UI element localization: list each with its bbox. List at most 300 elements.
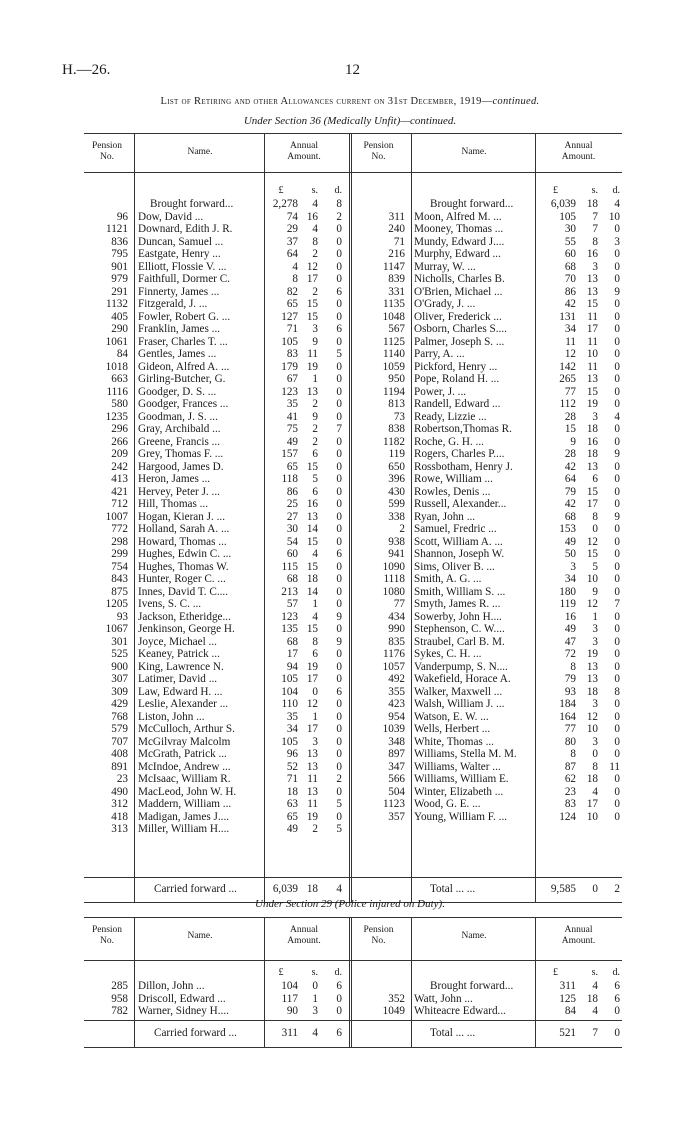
pensioner-name: Oliver, Frederick ... xyxy=(414,310,502,323)
right-header-pension-no xyxy=(352,141,405,163)
left-header-amount xyxy=(264,925,344,947)
pensioner-name: Ready, Lizzie ... xyxy=(414,410,487,423)
amount-pounds: 135 xyxy=(281,623,298,635)
amount-shillings: 11 xyxy=(307,773,318,785)
amount-pence: 4 xyxy=(614,198,620,210)
pension-number: 490 xyxy=(111,785,128,798)
left-header-pension-no xyxy=(86,925,128,947)
amount-pounds: 311 xyxy=(281,1027,298,1039)
amount-pounds: 311 xyxy=(559,980,576,992)
amount-pence: 0 xyxy=(614,460,620,473)
amount-shillings: 13 xyxy=(586,285,598,298)
pensioner-name: Goodger, Frances ... xyxy=(138,398,229,410)
amount-pounds: 213 xyxy=(281,585,298,598)
pensioner-name: Greene, Francis ... xyxy=(138,435,221,448)
amount-shillings: 9 xyxy=(312,410,318,423)
pension-number: 309 xyxy=(111,685,128,698)
amount-pence: 0 xyxy=(614,485,620,498)
amount-shillings: 1 xyxy=(312,598,318,610)
pound-unit: £ xyxy=(278,967,284,978)
pension-number: 891 xyxy=(111,760,128,773)
amount-pence: 0 xyxy=(614,260,620,273)
pound-unit: £ xyxy=(553,185,558,196)
pensioner-name: Gideon, Alfred A. ... xyxy=(138,360,230,373)
shilling-unit: s. xyxy=(591,185,598,196)
pension-number: 1176 xyxy=(383,648,405,660)
amount-pounds: 110 xyxy=(281,698,298,710)
header-annual-label: Annual xyxy=(564,141,593,151)
pensioner-name: Gentles, James ... xyxy=(138,348,217,360)
pension-number: 1049 xyxy=(382,1005,405,1017)
pensioner-name: Maddern, William ... xyxy=(138,798,232,810)
amount-pence: 0 xyxy=(336,992,342,1005)
left-header-name: Name. xyxy=(187,931,213,941)
table-row xyxy=(0,336,700,349)
amount-pounds: 77 xyxy=(564,385,576,398)
header-annual-label: Annual xyxy=(564,925,593,935)
pension-number: 843 xyxy=(111,573,128,585)
amount-pence: 0 xyxy=(336,560,342,573)
amount-shillings: 8 xyxy=(592,760,598,773)
amount-shillings: 18 xyxy=(586,198,598,210)
amount-shillings: 16 xyxy=(586,435,598,448)
amount-pence: 0 xyxy=(336,498,342,510)
amount-pounds: 2,278 xyxy=(272,198,298,210)
pension-number: 312 xyxy=(111,798,128,810)
amount-pounds: 6,039 xyxy=(550,198,576,210)
amount-pounds: 8 xyxy=(570,748,576,760)
amount-pounds: 68 xyxy=(564,510,576,523)
table-row xyxy=(0,436,700,449)
amount-pounds: 521 xyxy=(559,1027,576,1039)
pension-number: 950 xyxy=(388,373,405,385)
pension-number: 429 xyxy=(111,698,128,710)
amount-pence: 0 xyxy=(614,535,620,548)
amount-pounds: 118 xyxy=(281,473,298,485)
amount-pence: 0 xyxy=(614,248,620,260)
amount-pounds: 3 xyxy=(570,560,576,573)
amount-pounds: 87 xyxy=(564,760,576,773)
amount-pounds: 34 xyxy=(286,723,298,735)
pension-number: 338 xyxy=(388,510,405,523)
table-row xyxy=(0,673,700,686)
amount-pounds: 57 xyxy=(286,598,298,610)
table-row xyxy=(0,361,700,374)
amount-pence: 0 xyxy=(336,698,342,710)
amount-pence: 0 xyxy=(336,810,342,823)
pensioner-name: Walker, Maxwell ... xyxy=(414,685,503,698)
section1-subtitle: Under Section 36 (Medically Unfit)—continued. xyxy=(243,115,457,127)
pension-number: 525 xyxy=(111,648,128,660)
amount-shillings: 5 xyxy=(592,560,598,573)
pension-number: 813 xyxy=(388,398,405,410)
amount-shillings: 2 xyxy=(312,248,318,260)
amount-pounds: 70 xyxy=(564,273,576,285)
amount-shillings: 3 xyxy=(312,1005,318,1017)
pensioner-name: Holland, Sarah A. ... xyxy=(138,523,230,535)
header-no-label: No. xyxy=(371,152,386,162)
pensioner-name: Rossbotham, Henry J. xyxy=(414,460,513,473)
amount-shillings: 15 xyxy=(306,460,318,473)
pensioner-name: Hervey, Peter J. ... xyxy=(138,485,220,498)
pension-number: 291 xyxy=(111,285,128,298)
amount-pence: 0 xyxy=(336,710,342,723)
pensioner-name: McCulloch, Arthur S. xyxy=(138,723,235,735)
table-row xyxy=(0,461,700,474)
amount-pence: 6 xyxy=(336,548,342,560)
pension-number: 296 xyxy=(111,423,128,435)
amount-pounds: 115 xyxy=(281,560,298,573)
amount-shillings: 7 xyxy=(592,223,598,235)
amount-pounds: 67 xyxy=(286,373,298,385)
pension-number: 1182 xyxy=(383,435,405,448)
amount-pounds: 47 xyxy=(564,635,576,648)
table-row xyxy=(0,698,700,711)
brought-forward-row xyxy=(0,980,700,993)
pensioner-name: Driscoll, Edward ... xyxy=(138,992,226,1005)
table-row xyxy=(0,611,700,624)
pension-number: 2 xyxy=(399,523,405,535)
header-amount-label: Amount. xyxy=(287,936,321,946)
pension-number: 1080 xyxy=(382,585,405,598)
pensioner-name: Pickford, Henry ... xyxy=(414,360,498,373)
pensioner-name: Brought forward... xyxy=(150,198,234,210)
shilling-unit: s. xyxy=(311,967,318,978)
pension-number: 990 xyxy=(388,623,405,635)
amount-pounds: 127 xyxy=(281,310,298,323)
amount-pence: 0 xyxy=(336,785,342,798)
table-row xyxy=(0,761,700,774)
pensioner-name: Osborn, Charles S.... xyxy=(414,323,507,335)
pensioner-name: Dillon, John ... xyxy=(138,980,205,992)
amount-pence: 0 xyxy=(614,398,620,410)
amount-pounds: 90 xyxy=(286,1005,298,1017)
pensioner-name: Randell, Edward ... xyxy=(414,398,501,410)
amount-shillings: 10 xyxy=(586,810,598,823)
amount-pounds: 30 xyxy=(564,223,576,235)
amount-pence: 0 xyxy=(614,723,620,735)
amount-pounds: 63 xyxy=(286,798,298,810)
table-row xyxy=(0,636,700,649)
amount-pounds: 125 xyxy=(559,992,576,1005)
amount-pence: 2 xyxy=(336,210,342,223)
amount-pence: 0 xyxy=(614,673,620,685)
amount-pence: 0 xyxy=(614,710,620,723)
amount-pounds: 9,585 xyxy=(550,883,576,895)
amount-pence: 0 xyxy=(336,523,342,535)
header-annual-label: Annual xyxy=(290,925,318,935)
pension-number: 301 xyxy=(111,635,128,648)
table-row xyxy=(0,473,700,486)
table-row xyxy=(0,248,700,261)
right-header-pension-no xyxy=(352,925,405,947)
pension-number: 1057 xyxy=(382,660,405,673)
amount-shillings: 16 xyxy=(586,248,598,260)
amount-shillings: 10 xyxy=(586,723,598,735)
amount-pounds: 28 xyxy=(564,448,576,460)
pension-number: 938 xyxy=(388,535,405,548)
amount-shillings: 19 xyxy=(306,360,318,373)
left-header-amount xyxy=(264,141,344,163)
amount-pence: 0 xyxy=(336,648,342,660)
amount-shillings: 3 xyxy=(592,260,598,273)
pensioner-name: Heron, James ... xyxy=(138,473,211,485)
amount-pounds: 74 xyxy=(286,210,298,223)
pension-number: 1135 xyxy=(383,298,405,310)
amount-pence: 4 xyxy=(336,883,342,895)
amount-pence: 7 xyxy=(336,423,342,435)
amount-pence: 9 xyxy=(614,510,620,523)
pension-number: 1235 xyxy=(105,410,128,423)
pension-number: 580 xyxy=(111,398,128,410)
amount-pounds: 62 xyxy=(564,773,576,785)
pensioner-name: Smith, William S. ... xyxy=(414,585,506,598)
amount-pence: 9 xyxy=(336,610,342,623)
pension-number: 84 xyxy=(116,348,128,360)
amount-pence: 5 xyxy=(336,348,342,360)
amount-shillings: 1 xyxy=(312,992,318,1005)
amount-pence: 0 xyxy=(614,560,620,573)
pensioner-name: Nicholls, Charles B. xyxy=(414,273,505,285)
amount-shillings: 8 xyxy=(312,635,318,648)
right-header-amount xyxy=(535,141,622,163)
pension-number: 434 xyxy=(388,610,405,623)
pension-number: 418 xyxy=(111,810,128,823)
pensioner-name: Innes, David T. C.... xyxy=(138,585,229,598)
amount-pence: 6 xyxy=(336,323,342,335)
pension-number: 1140 xyxy=(383,348,405,360)
amount-shillings: 0 xyxy=(592,748,598,760)
amount-pence: 0 xyxy=(336,735,342,748)
amount-pounds: 8 xyxy=(570,660,576,673)
amount-pence: 0 xyxy=(336,623,342,635)
amount-pounds: 131 xyxy=(559,310,576,323)
pensioner-name: Williams, Stella M. M. xyxy=(414,748,517,760)
pension-number: 1039 xyxy=(382,723,405,735)
amount-pounds: 34 xyxy=(564,323,576,335)
amount-pounds: 153 xyxy=(559,523,576,535)
amount-pounds: 77 xyxy=(564,723,576,735)
pension-number: 599 xyxy=(388,498,405,510)
amount-pounds: 49 xyxy=(286,435,298,448)
pension-number: 352 xyxy=(388,992,405,1005)
amount-pounds: 64 xyxy=(564,473,576,485)
amount-pounds: 42 xyxy=(564,498,576,510)
amount-pounds: 35 xyxy=(286,398,298,410)
amount-pounds: 6,039 xyxy=(272,883,298,895)
pensioner-name: Vanderpump, S. N.... xyxy=(414,660,508,673)
amount-shillings: 4 xyxy=(312,548,318,560)
right-header-name: Name. xyxy=(461,147,487,157)
table-row xyxy=(0,223,700,236)
amount-pence: 0 xyxy=(614,623,620,635)
amount-shillings: 0 xyxy=(592,523,598,535)
amount-pounds: 64 xyxy=(286,248,298,260)
s1-carried-rule xyxy=(84,877,622,878)
amount-pence: 0 xyxy=(336,360,342,373)
pension-number: 96 xyxy=(116,210,128,223)
amount-pence: 11 xyxy=(609,760,620,773)
table-row xyxy=(0,373,700,386)
amount-pence: 0 xyxy=(614,323,620,335)
pound-unit: £ xyxy=(278,185,284,196)
amount-shillings: 12 xyxy=(586,535,598,548)
amount-pounds: 82 xyxy=(286,285,298,298)
pensioner-name: Fowler, Robert G. ... xyxy=(138,310,231,323)
table-row xyxy=(0,573,700,586)
pensioner-name: Rowles, Denis ... xyxy=(414,485,491,498)
pensioner-name: Williams, Walter ... xyxy=(414,760,501,773)
amount-pence: 0 xyxy=(336,748,342,760)
amount-pounds: 71 xyxy=(286,323,298,335)
table-row xyxy=(0,773,700,786)
header-pension-label: Pension xyxy=(91,925,123,935)
pension-number: 421 xyxy=(111,485,128,498)
amount-shillings: 6 xyxy=(592,473,598,485)
pensioner-name: Howard, Thomas ... xyxy=(138,535,227,548)
header-pension-label: Pension xyxy=(363,925,394,935)
pension-number: 242 xyxy=(111,460,128,473)
amount-shillings: 0 xyxy=(312,685,318,698)
amount-pounds: 84 xyxy=(564,1005,576,1017)
amount-pence: 0 xyxy=(336,510,342,523)
amount-pence: 6 xyxy=(336,685,342,698)
pension-number: 1123 xyxy=(383,798,405,810)
amount-pence: 0 xyxy=(336,298,342,310)
pensioner-name: Keaney, Patrick ... xyxy=(138,648,220,660)
table-row xyxy=(0,1005,700,1018)
right-header-name: Name. xyxy=(461,931,487,941)
table-row xyxy=(0,711,700,724)
table-row xyxy=(0,286,700,299)
pensioner-name: MacLeod, John W. H. xyxy=(138,785,237,798)
amount-pence: 0 xyxy=(336,573,342,585)
amount-pounds: 18 xyxy=(286,785,298,798)
pensioner-name: Wakefield, Horace A. xyxy=(414,673,511,685)
amount-shillings: 12 xyxy=(586,710,598,723)
amount-shillings: 1 xyxy=(592,610,598,623)
amount-pence: 0 xyxy=(336,410,342,423)
pensioner-name: Winter, Elizabeth ... xyxy=(414,785,504,798)
amount-shillings: 3 xyxy=(592,410,598,423)
amount-shillings: 1 xyxy=(312,710,318,723)
pension-number: 492 xyxy=(388,673,405,685)
pensioner-name: Joyce, Michael ... xyxy=(138,635,217,648)
pensioner-name: Sowerby, John H.... xyxy=(414,610,502,623)
pension-number: 355 xyxy=(388,685,405,698)
amount-pounds: 60 xyxy=(564,248,576,260)
pensioner-name: Hughes, Edwin C. ... xyxy=(138,548,232,560)
pension-number: 1067 xyxy=(105,623,128,635)
amount-pounds: 23 xyxy=(564,785,576,798)
pension-number: 307 xyxy=(111,673,128,685)
table-row xyxy=(0,536,700,549)
amount-shillings: 13 xyxy=(586,373,598,385)
amount-pence: 5 xyxy=(336,823,342,835)
pension-number: 240 xyxy=(388,223,405,235)
amount-pence: 0 xyxy=(614,610,620,623)
pensioner-name: White, Thomas ... xyxy=(414,735,494,748)
amount-pounds: 184 xyxy=(559,698,576,710)
pensioner-name: Wells, Herbert ... xyxy=(414,723,491,735)
amount-shillings: 3 xyxy=(312,735,318,748)
amount-pence: 0 xyxy=(336,485,342,498)
pension-number: 1125 xyxy=(383,335,405,348)
amount-pounds: 83 xyxy=(286,348,298,360)
amount-pence: 5 xyxy=(336,798,342,810)
pensioner-name: Mundy, Edward J.... xyxy=(414,235,505,248)
pensioner-name: Elliott, Flossie V. ... xyxy=(138,260,227,273)
amount-pence: 0 xyxy=(336,435,342,448)
amount-shillings: 3 xyxy=(592,635,598,648)
pension-number: 430 xyxy=(388,485,405,498)
table-row xyxy=(0,423,700,436)
pensioner-name: Liston, John ... xyxy=(138,710,205,723)
pensioner-name: Palmer, Joseph S. ... xyxy=(414,335,505,348)
pensioner-name: Sykes, C. H. ... xyxy=(414,648,482,660)
amount-pence: 0 xyxy=(614,735,620,748)
title-main: List of Retiring and other Allowances current on 31st December, 1919— xyxy=(160,96,493,107)
amount-pence: 0 xyxy=(614,585,620,598)
amount-pounds: 68 xyxy=(564,260,576,273)
pensioner-name: Hughes, Thomas W. xyxy=(138,560,229,573)
amount-pence: 7 xyxy=(614,598,620,610)
pension-number: 566 xyxy=(388,773,405,785)
amount-pounds: 52 xyxy=(286,760,298,773)
amount-pence: 6 xyxy=(614,980,620,992)
amount-shillings: 2 xyxy=(312,435,318,448)
amount-pounds: 65 xyxy=(286,460,298,473)
pensioner-name: Smith, A. G. ... xyxy=(414,573,482,585)
amount-pence: 0 xyxy=(614,1005,620,1017)
amount-pence: 0 xyxy=(336,723,342,735)
pensioner-name: King, Lawrence N. xyxy=(138,660,224,673)
pensioner-name: McIsaac, William R. xyxy=(138,773,231,785)
pension-number: 408 xyxy=(111,748,128,760)
amount-pence: 0 xyxy=(336,223,342,235)
pensioner-name: Scott, William A. ... xyxy=(414,535,503,548)
amount-pounds: 123 xyxy=(281,610,298,623)
amount-shillings: 12 xyxy=(306,260,318,273)
amount-pence: 0 xyxy=(614,498,620,510)
table-row xyxy=(0,448,700,461)
amount-shillings: 13 xyxy=(586,460,598,473)
pensioner-name: Watson, E. W. ... xyxy=(414,710,489,723)
pensioner-name: Watt, John ... xyxy=(414,992,473,1005)
pensioner-name: Total ... ... xyxy=(430,883,476,895)
pension-number: 23 xyxy=(116,773,128,785)
amount-shillings: 17 xyxy=(306,673,318,685)
amount-shillings: 17 xyxy=(306,273,318,285)
amount-shillings: 8 xyxy=(312,235,318,248)
table-row xyxy=(0,348,700,361)
amount-pounds: 117 xyxy=(281,992,298,1005)
amount-pence: 0 xyxy=(614,660,620,673)
amount-pence: 0 xyxy=(614,635,620,648)
pensioner-name: Carried forward ... xyxy=(154,883,237,895)
amount-shillings: 18 xyxy=(306,883,318,895)
amount-shillings: 11 xyxy=(587,310,598,323)
amount-pounds: 50 xyxy=(564,548,576,560)
amount-shillings: 10 xyxy=(586,348,598,360)
total-row xyxy=(0,1027,700,1040)
amount-shillings: 15 xyxy=(586,385,598,398)
amount-shillings: 4 xyxy=(312,1027,318,1039)
pension-number: 1007 xyxy=(105,510,128,523)
amount-pence: 9 xyxy=(614,285,620,298)
amount-shillings: 6 xyxy=(312,448,318,460)
pension-number: 941 xyxy=(388,548,405,560)
